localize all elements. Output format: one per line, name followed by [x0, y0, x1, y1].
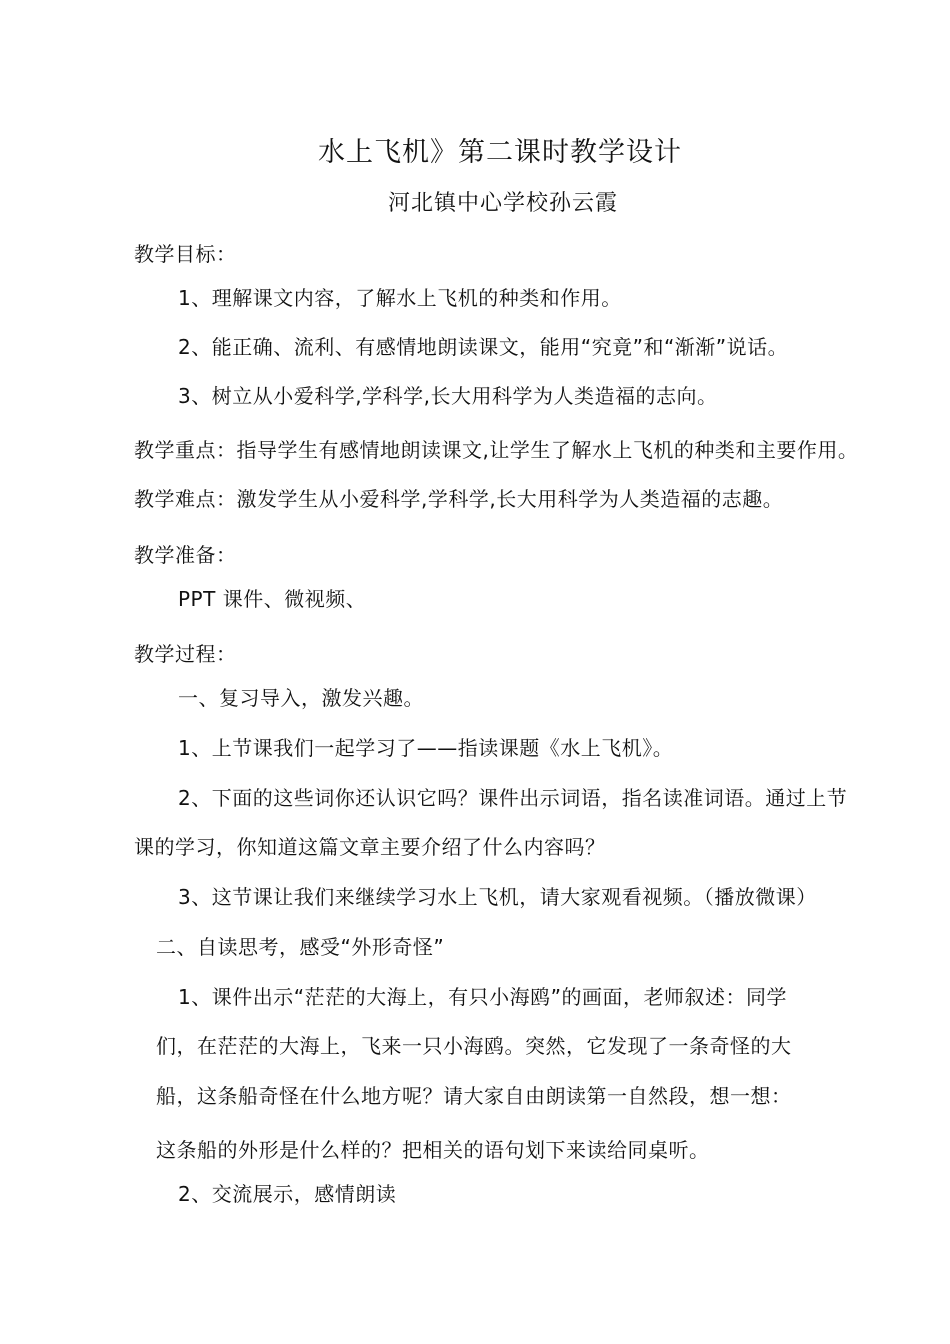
section-item-continued: 船，这条船奇怪在什么地方呢？请大家自由朗读第一自然段，想一想：: [156, 1084, 792, 1108]
section-heading: 二、自读思考，感受“外形奇怪”: [156, 935, 445, 959]
section-heading: 一、复习导入，激发兴趣。: [178, 686, 424, 710]
section-item: 3、这节课让我们来继续学习水上飞机，请大家观看视频。（播放微课）: [178, 885, 817, 909]
section-item-continued: 课的学习，你知道这篇文章主要介绍了什么内容吗？: [134, 835, 606, 859]
document-title: 水上飞机》第二课时教学设计: [318, 137, 682, 168]
section-item: 2、下面的这些词你还认识它吗？课件出示词语，指名读准词语。通过上节: [178, 786, 848, 810]
section-item: 1、上节课我们一起学习了——指读课题《水上飞机》。: [178, 736, 674, 760]
document-author: 河北镇中心学校孙云霞: [388, 191, 619, 216]
section-item: 1、课件出示“茫茫的大海上，有只小海鸥”的画面，老师叙述：同学: [178, 985, 787, 1009]
objectives-heading: 教学目标：: [134, 242, 237, 266]
objective-item: 3、树立从小爱科学,学科学,长大用科学为人类造福的志向。: [178, 384, 718, 408]
key-point: 教学重点：指导学生有感情地朗读课文,让学生了解水上飞机的种类和主要作用。: [134, 438, 859, 462]
process-heading: 教学过程：: [134, 642, 237, 666]
section-item-continued: 这条船的外形是什么样的？把相关的语句划下来读给同桌听。: [156, 1138, 710, 1162]
preparation: PPT 课件、微视频、: [178, 587, 367, 611]
objective-item: 2、能正确、流利、有感情地朗读课文，能用“究竟”和“渐渐”说话。: [178, 335, 789, 359]
difficulty: 教学难点：激发学生从小爱科学,学科学,长大用科学为人类造福的志趣。: [134, 487, 784, 511]
objective-item: 1、理解课文内容，了解水上飞机的种类和作用。: [178, 286, 622, 310]
section-item-continued: 们，在茫茫的大海上，飞来一只小海鸥。突然，它发现了一条奇怪的大: [156, 1034, 792, 1058]
section-item: 2、交流展示，感情朗读: [178, 1182, 397, 1206]
preparation-heading: 教学准备：: [134, 543, 237, 567]
